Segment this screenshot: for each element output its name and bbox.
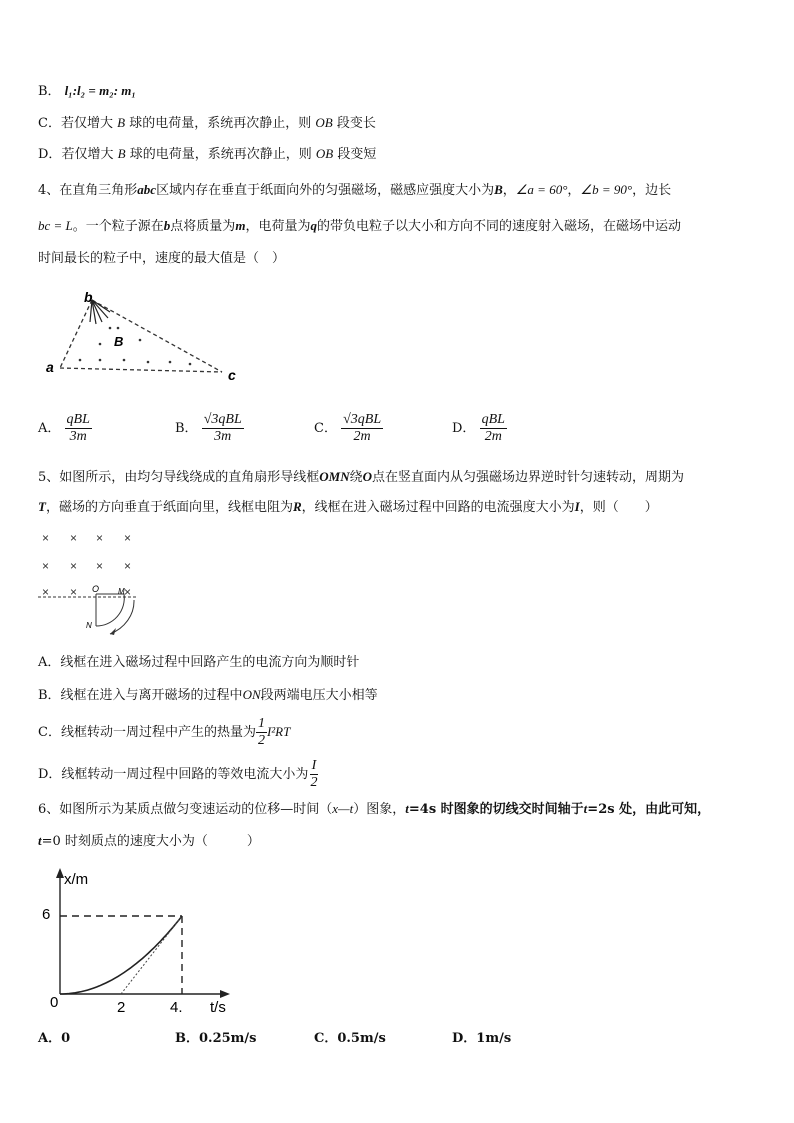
q4-option-d[interactable] [452, 412, 507, 445]
numerator: I [311, 758, 317, 773]
fraction [256, 716, 267, 749]
svg-text:×: × [96, 559, 104, 573]
q3-option-b [38, 82, 136, 101]
var-r: R [292, 499, 302, 514]
label-b: b [84, 289, 93, 305]
svg-text:×: × [70, 559, 78, 573]
var-ob: OB [315, 115, 333, 130]
text: 点在竖直面内从匀强磁场边界逆时针匀速转动，周期为 [372, 470, 685, 485]
origin-label: 0 [50, 994, 59, 1011]
text: 绕 [349, 470, 363, 485]
label-o: O [92, 584, 100, 594]
q4-stem-line2 [38, 217, 681, 236]
q6-stem-line2 [38, 832, 260, 851]
velocity-arrows [90, 300, 110, 324]
text: 5、如图所示，由均匀导线绕成的直角扇形导线框 [38, 470, 320, 485]
var-omn: OMN [319, 469, 350, 484]
denominator: 2 [257, 733, 265, 748]
q6-xt-graph [38, 866, 258, 1016]
q4-option-a[interactable] [38, 412, 92, 445]
q5-option-a[interactable]: A．线框在进入磁场过程中回路产生的电流方向为顺时针 [38, 655, 360, 670]
svg-text:×: × [124, 585, 132, 599]
option-label: D． [452, 1031, 477, 1046]
option-label: A． [38, 1031, 62, 1046]
x-tick-4: 4. [170, 999, 183, 1016]
option-text: 球的电荷量，系统再次静止，则 [129, 147, 312, 162]
rotation-arrow [110, 600, 134, 634]
var-ob: OB [315, 146, 334, 161]
text: ， [502, 183, 516, 198]
text: 6、如图所示为某质点做匀变速运动的位移—时间（ [38, 802, 333, 817]
option-text: 球的电荷量，系统再次静止，则 [129, 116, 312, 131]
text: ， [567, 183, 581, 198]
text: ）图象， [353, 802, 406, 817]
q5-stem-line2 [38, 498, 658, 517]
text: =2s 处，由此可知， [587, 802, 711, 817]
svg-text:×: × [124, 559, 132, 573]
text: ，磁场的方向垂直于纸面向里，线框电阻为 [45, 500, 293, 515]
sector-frame [96, 594, 124, 626]
xt-curve [60, 916, 182, 994]
option-label: D． [452, 421, 476, 436]
fraction [65, 412, 92, 445]
label-field-b: B [114, 334, 124, 349]
text: B．线框在进入与离开磁场的过程中 [38, 688, 243, 703]
text: ，线框在进入磁场过程中回路的电流强度大小为 [301, 500, 575, 515]
y-axis-arrow [56, 868, 64, 878]
denominator: 2m [353, 429, 371, 444]
var-t: T [38, 499, 46, 514]
fraction [202, 412, 244, 445]
x-tick-2: 2 [117, 999, 126, 1016]
var-t: t [38, 833, 42, 848]
q5-option-c[interactable] [38, 716, 290, 749]
q6-option-a[interactable] [38, 1030, 70, 1048]
fraction [480, 412, 507, 445]
tangent-line [121, 916, 182, 994]
option-b-expression: l₁:l₂ = m₂: m₁ [64, 83, 136, 98]
option-text: 若仅增大 [60, 116, 113, 131]
numerator: 1 [257, 716, 265, 731]
label-a: a [46, 359, 54, 375]
option-value: 1m/s [476, 1031, 512, 1046]
var-b: B [117, 146, 126, 161]
text: 点将质量为 [170, 219, 236, 234]
var-b: b [163, 218, 171, 233]
text: 4、在直角三角形 [38, 183, 138, 198]
side-bc [92, 300, 222, 372]
var-t: t [405, 801, 409, 816]
heat-expression: I²RT [266, 724, 291, 739]
numerator: √3qBL [343, 412, 382, 427]
q4-triangle-figure [44, 288, 254, 388]
var-b: B [494, 182, 503, 197]
text: ，电荷量为 [245, 219, 311, 234]
angle-b: ∠b = 90° [580, 182, 633, 197]
q4-stem-line3: 时间最长的粒子中，速度的最大值是（ ） [38, 251, 286, 266]
q5-option-d[interactable] [38, 758, 319, 791]
bc-equals-l: bc = L [38, 218, 73, 233]
numerator: qBL [481, 412, 505, 427]
label-n: N [86, 621, 92, 630]
angle-a: ∠a = 60° [515, 182, 568, 197]
x-axis-arrow [220, 990, 230, 998]
y-axis-label: x/m [64, 871, 89, 888]
option-value: 0.5m/s [337, 1031, 386, 1046]
var-m: m [235, 218, 246, 233]
q4-option-b[interactable] [175, 412, 244, 445]
q5-stem-line1 [38, 468, 684, 487]
label-m: M [118, 587, 125, 596]
var-b: B [117, 115, 126, 130]
side-ab [60, 300, 92, 368]
var-q: q [310, 218, 317, 233]
option-label: C． [314, 421, 337, 436]
svg-text:×: × [124, 531, 132, 545]
option-value: 0.25m/s [199, 1031, 257, 1046]
y-tick-6: 6 [42, 906, 51, 923]
q3-option-d [38, 145, 376, 164]
side-ac [60, 368, 222, 372]
fraction [308, 758, 319, 791]
q6-option-c[interactable] [314, 1030, 386, 1048]
text: ，边长 [632, 183, 672, 198]
svg-text:×: × [42, 531, 50, 545]
q5-option-b[interactable] [38, 686, 378, 705]
numerator: √3qBL [203, 412, 242, 427]
fraction [341, 412, 383, 445]
text: 段两端电压大小相等 [260, 688, 378, 703]
option-value: 0 [61, 1031, 71, 1046]
option-label: B． [175, 1031, 199, 1046]
text: 区域内存在垂直于纸面向外的匀强磁场，磁感应强度大小为 [156, 183, 495, 198]
var-t: t [583, 801, 588, 816]
q6-option-b[interactable] [175, 1030, 256, 1048]
text: D．线框转动一周过程中回路的等效电流大小为 [38, 767, 309, 782]
q6-option-d[interactable] [452, 1030, 511, 1048]
text: =0 时刻质点的速度大小为（ ） [41, 834, 260, 849]
option-label: A． [38, 421, 61, 436]
denominator: 2m [484, 429, 502, 444]
svg-text:×: × [96, 531, 104, 545]
text: =4s 时图象的切线交时间轴于 [408, 802, 584, 817]
option-text: 段变长 [336, 116, 376, 131]
q4-option-c[interactable] [314, 412, 383, 445]
denominator: 3m [69, 429, 87, 444]
q6-stem-line1 [38, 800, 710, 819]
var-o: O [362, 469, 373, 484]
option-label: D． [38, 147, 62, 162]
numerator: qBL [66, 412, 90, 427]
text: ，则（ ） [579, 500, 658, 515]
svg-text:×: × [70, 585, 78, 599]
denominator: 3m [214, 429, 232, 444]
option-label: C． [38, 116, 61, 131]
var-on: ON [242, 687, 261, 702]
q3-option-c [38, 114, 376, 133]
q4-stem-line1 [38, 181, 671, 200]
text: 的带负电粒子以大小和方向不同的速度射入磁场，在磁场中运动 [316, 219, 681, 234]
svg-text:×: × [70, 531, 78, 545]
denominator: 2 [310, 775, 318, 790]
var-abc: abc [137, 182, 157, 197]
q5-sector-figure [38, 528, 148, 638]
x-axis-label: t/s [210, 999, 226, 1016]
svg-text:×: × [42, 559, 50, 573]
option-label: B． [175, 421, 198, 436]
option-text: 段变短 [337, 147, 377, 162]
option-text: 若仅增大 [61, 147, 114, 162]
label-c: c [228, 367, 236, 383]
text: 。一个粒子源在 [72, 219, 164, 234]
var-i: I [574, 499, 580, 514]
text: C．线框转动一周过程中产生的热量为 [38, 725, 256, 740]
option-label: B． [38, 84, 61, 99]
option-label: C． [314, 1031, 338, 1046]
svg-text:×: × [42, 585, 50, 599]
var-xt: x—t [332, 801, 354, 816]
